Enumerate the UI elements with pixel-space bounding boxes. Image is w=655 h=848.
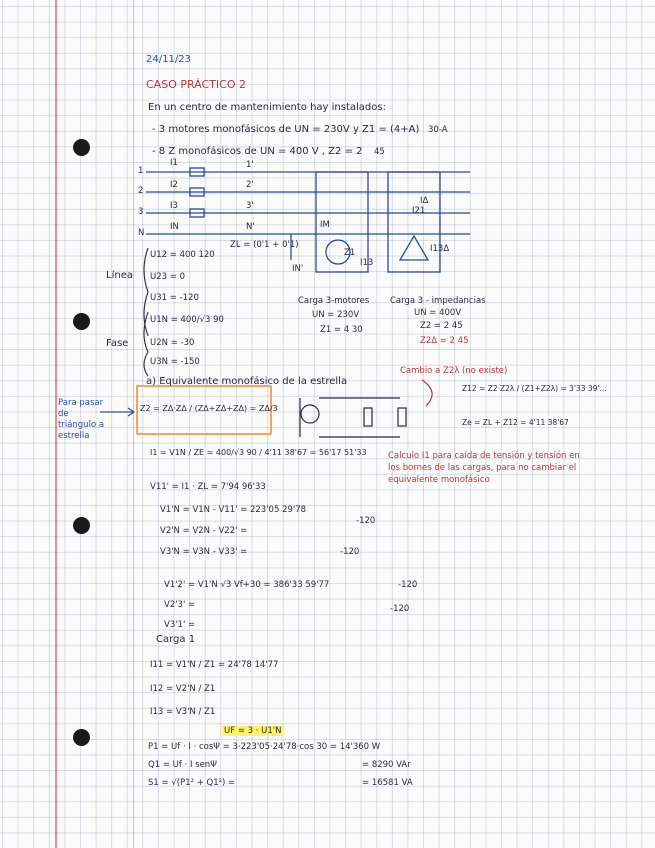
power-value: = 8290 VAr — [362, 760, 411, 770]
carga3m-z: Z1 = 4 30 — [320, 325, 363, 335]
formula-box-text: Z2 = ZΔ·ZΔ / (ZΔ+ZΔ+ZΔ) = ZΔ/3 — [140, 404, 278, 413]
current-label: IN — [170, 222, 179, 232]
carga1-title: Carga 1 — [156, 634, 196, 645]
section-a: a) Equivalente monofásico de la estrella — [146, 376, 348, 387]
load-label: I21 — [412, 206, 426, 216]
prime-label: 3' — [246, 201, 254, 211]
zline-label: ZL = (0'1 + 0'1) — [230, 240, 299, 250]
fase-row: U3N = -150 — [150, 357, 200, 367]
linea-label: Línea — [106, 270, 133, 281]
power-value: = 16581 VA — [362, 778, 413, 788]
vline-shift: -120 — [398, 580, 418, 590]
intro-text: En un centro de mantenimiento hay instalados: — [148, 102, 386, 113]
prime-label: N' — [246, 222, 255, 232]
carga1-row: I11 = V1'N / Z1 = 24'78 14'77 — [150, 660, 279, 670]
calc-v11: V11' = I1 · ZL = 7'94 96'33 — [150, 482, 266, 492]
power-row: Q1 = Uf · I senΨ — [148, 760, 217, 770]
current-label: I3 — [170, 201, 178, 211]
red-note-1: Cambio a Z2λ (no existe) — [400, 366, 508, 376]
red-eq: Ze = ZL + Z12 = 4'11 38'67 — [462, 418, 569, 427]
line-label: 2 — [138, 186, 144, 196]
vline-row: V3'1' = — [164, 620, 196, 630]
vphase-row: V2'N = V2N - V22' = — [160, 526, 248, 536]
red-note-2: Calculo I1 para caída de tensión y tensión en los bornes de las cargas, para no cambiar el equivalente monofásico — [388, 451, 580, 485]
load-label: I13Δ — [430, 244, 450, 254]
line-label: 1 — [138, 166, 144, 176]
carga3m-un: UN = 230V — [312, 310, 360, 320]
item-1: - 3 motores monofásicos de UN = 230V y Z1 = (4+A) — [152, 124, 420, 135]
carga3i-zd: Z2Δ = 2 45 — [420, 336, 469, 346]
carga3m-title: Carga 3-motores — [298, 296, 370, 306]
vphase-row: V3'N = V3N - V33' = — [160, 547, 248, 557]
line-label: N — [138, 228, 145, 238]
power-row: S1 = √(P1² + Q1²) = — [148, 778, 236, 788]
load-label: IΔ — [420, 196, 429, 206]
carga3i-un: UN = 400V — [414, 308, 462, 318]
carga1-row: I12 = V2'N / Z1 — [150, 684, 216, 694]
item-2-angle: 45 — [374, 147, 385, 157]
linea-row: U31 = -120 — [150, 293, 199, 303]
uf-highlight: UF = 3 · U1'N — [224, 726, 282, 736]
item-1-angle: 30-A — [428, 125, 448, 135]
load-label: IM — [320, 220, 330, 230]
prime-label: 1' — [246, 160, 254, 170]
current-label: I2 — [170, 180, 178, 190]
prime-label: 2' — [246, 180, 254, 190]
vphase-shift: -120 — [356, 516, 376, 526]
vline-row: V2'3' = — [164, 600, 196, 610]
uf-formula — [222, 726, 283, 736]
fase-row: U2N = -30 — [150, 338, 195, 348]
vphase-row: V1'N = V1N - V11' = 223'05 29'78 — [160, 505, 307, 515]
fase-row: U1N = 400/√3 90 — [150, 315, 224, 325]
red-eq: Z12 = Z2·Z2λ / (Z1+Z2λ) = 3'33 39'... — [462, 384, 607, 393]
load-label: IN' — [292, 264, 304, 274]
item-2: - 8 Z monofásicos de UN = 400 V , Z2 = 2 — [152, 146, 363, 157]
vline-shift: -120 — [390, 604, 410, 614]
vline-row: V1'2' = V1'N √3 Vf+30 = 386'33 59'77 — [164, 580, 330, 590]
line-label: 3 — [138, 207, 144, 217]
current-label: I1 — [170, 158, 178, 168]
carga1-row: I13 = V3'N / Z1 — [150, 707, 216, 717]
fase-label: Fase — [106, 338, 129, 349]
date: 24/11/23 — [146, 54, 191, 65]
linea-row: U23 = 0 — [150, 272, 185, 282]
vphase-shift: -120 — [340, 547, 360, 557]
carga3i-z: Z2 = 2 45 — [420, 321, 463, 331]
load-label: Z1 — [344, 248, 356, 258]
load-label: I13 — [360, 258, 374, 268]
carga3i-title: Carga 3 - impedancias — [390, 296, 486, 306]
power-row: P1 = Uf · I · cosΨ = 3·223'05·24'78·cos 30 = 14'360 W — [148, 742, 381, 752]
linea-row: U12 = 400 120 — [150, 250, 215, 260]
page-title: CASO PRÁCTICO 2 — [146, 78, 246, 91]
calc-i1: I1 = V1N / ZE = 400/√3 90 / 4'11 38'67 = 56'17 51'33 — [150, 448, 367, 457]
left-note: Para pasar de triángulo a estrella — [58, 398, 105, 441]
